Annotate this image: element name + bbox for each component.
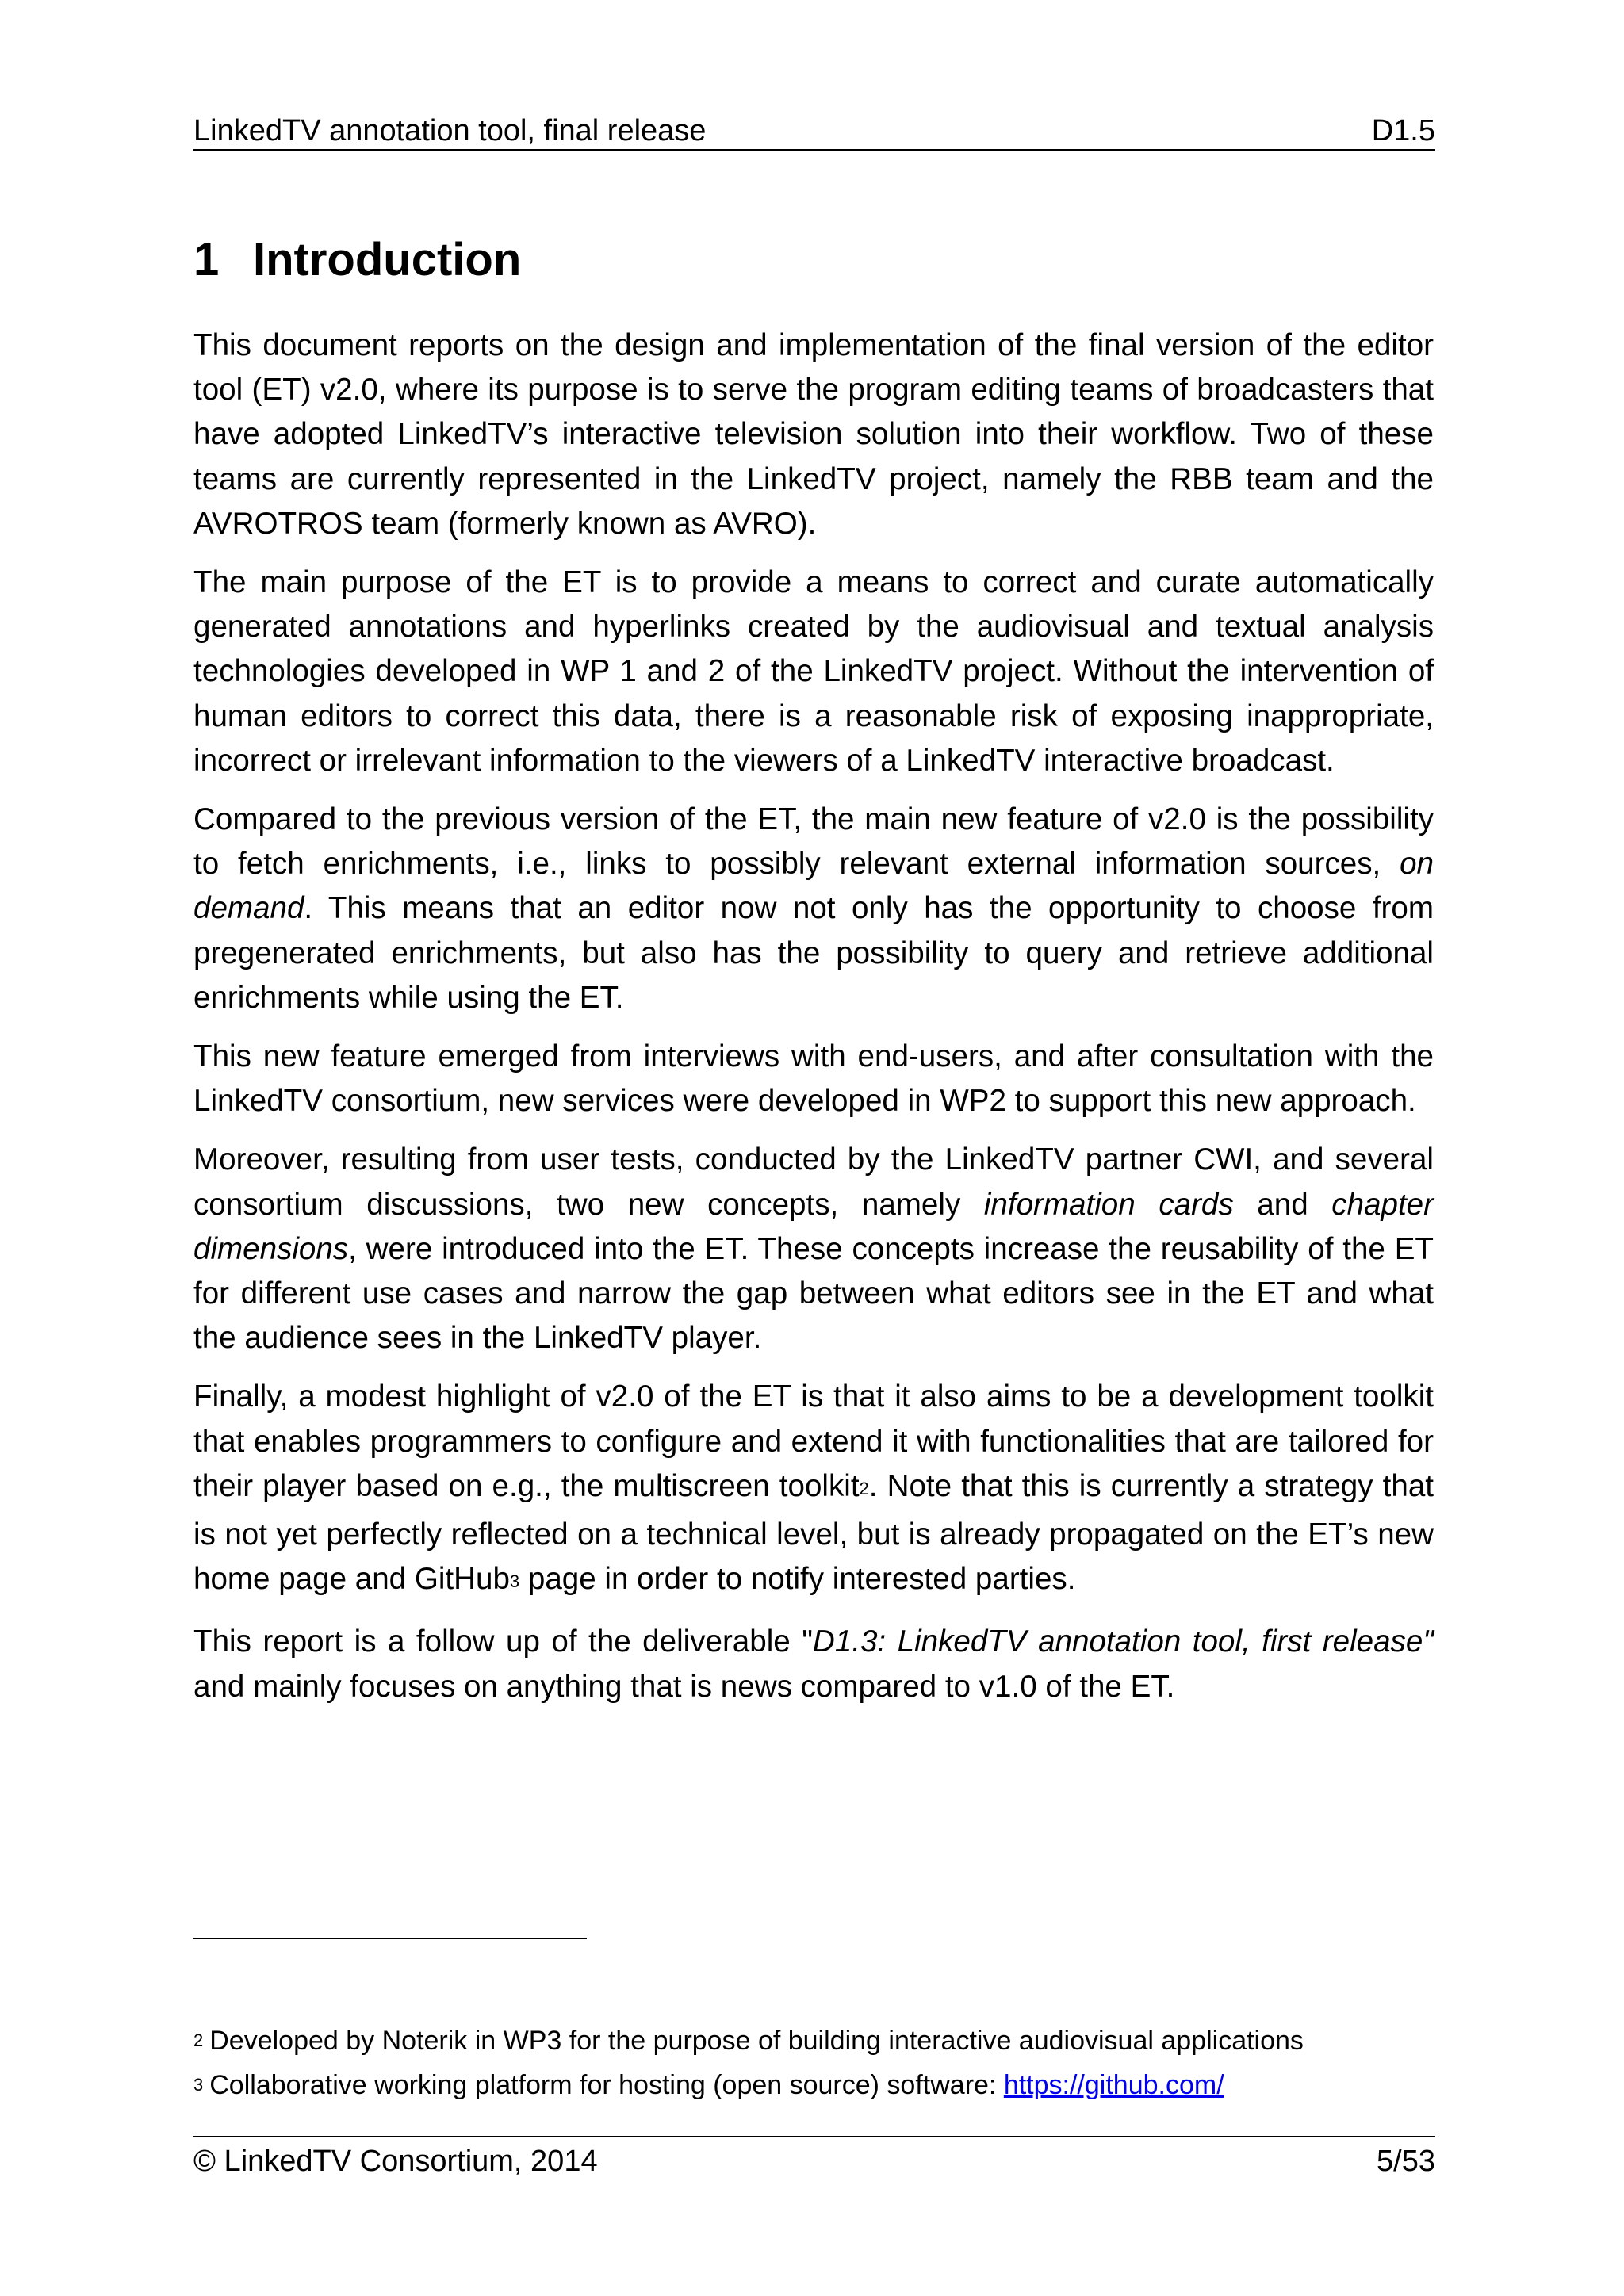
section-number: 1 xyxy=(193,234,220,285)
paragraph-5: Moreover, resulting from user tests, conducted by the LinkedTV partner CWI, and several consortium discussions, two new concepts, namely information cards and chapter dimensions, were introduced into the ET. These concepts increase the reusability of the ET for different use cases and narrow the gap between what editors see in the ET and what the audience sees in the LinkedTV player. xyxy=(193,1142,1434,1356)
header-title: LinkedTV annotation tool, final release xyxy=(193,114,707,147)
paragraph-6: Finally, a modest highlight of v2.0 of the ET is that it also aims to be a development toolkit that enables programmers to configure and extend it with functionalities that are tailored for their player based on e.g., the multiscreen toolkit$^2$. Note that this is currently a strategy that is not yet perfectly reflected on a technical level, but is already propagated on the ET’s new home page and GitHub$^3$ page in order to notify interested parties. xyxy=(193,1380,1434,1597)
paragraph-7: This report is a follow up of the deliverable "D1.3: LinkedTV annotation tool, first release" and mainly focuses on anything that is news compared to v1.0 of the ET. xyxy=(193,1624,1434,1704)
footnote-text: Developed by Noterik in WP3 for the purpose of building interactive audiovisual applications xyxy=(209,2026,1304,2056)
footnote-separator xyxy=(193,1938,587,1939)
section-heading xyxy=(193,228,521,292)
footnote-marker: 2 xyxy=(193,2030,204,2050)
page-header xyxy=(193,109,1435,151)
footnote-marker: 3 xyxy=(193,2075,204,2095)
paragraph-1: This document reports on the design and implementation of the final version of the editor tool (ET) v2.0, where its purpose is to serve the program editing teams of broadcasters that have adopted LinkedTV’s interactive television solution into their workflow. Two of these teams are currently represented in the LinkedTV project, namely the RBB team and the AVROTROS team (formerly known as AVRO). xyxy=(193,328,1434,541)
footnote-ref-3[interactable]: 3 xyxy=(509,1571,520,1592)
footnote-ref-2[interactable]: 2 xyxy=(859,1478,869,1498)
body-text xyxy=(193,323,1434,1724)
page-footer xyxy=(193,2136,1435,2182)
footnote-2 xyxy=(193,2020,1435,2064)
github-link[interactable]: https://github.com/ xyxy=(1003,2070,1224,2100)
footnotes xyxy=(193,2020,1435,2109)
page-number: 5/53 xyxy=(1377,2145,1435,2178)
section-title: Introduction xyxy=(253,234,522,285)
header-doc-id: D1.5 xyxy=(1371,114,1435,147)
footer-copyright: © LinkedTV Consortium, 2014 xyxy=(193,2145,598,2178)
paragraph-2: The main purpose of the ET is to provide a means to correct and curate automatically generated annotations and hyperlinks created by the audiovisual and textual analysis technologies developed in WP 1 and 2 of the LinkedTV project. Without the intervention of human editors to correct this data, there is a reasonable risk of exposing inappropriate, incorrect or irrelevant information to the viewers of a LinkedTV interactive broadcast. xyxy=(193,565,1434,778)
paragraph-4: This new feature emerged from interviews with end-users, and after consultation with the LinkedTV consortium, new services were developed in WP2 to support this new approach. xyxy=(193,1039,1434,1119)
footnote-text: Collaborative working platform for hosting (open source) software: xyxy=(209,2070,1004,2100)
footnote-3 xyxy=(193,2064,1435,2109)
paragraph-3: Compared to the previous version of the ET, the main new feature of v2.0 is the possibility to fetch enrichments, i.e., links to possibly relevant external information sources, on demand. This means that an editor now not only has the opportunity to choose from pregenerated enrichments, but also has the possibility to query and retrieve additional enrichments while using the ET. xyxy=(193,802,1434,1015)
